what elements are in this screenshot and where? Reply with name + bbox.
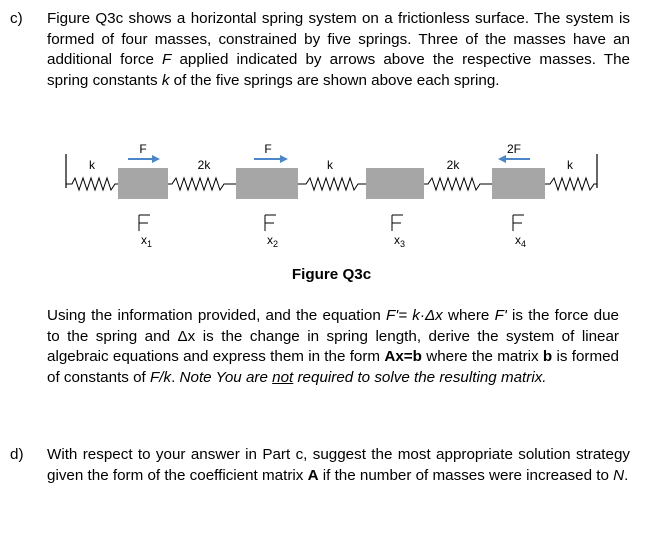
spring-5 [545,178,597,190]
instr-text-2: where [442,307,495,324]
question-c-text-2: applied indicated by arrows above the respective masses. The spring constants [47,51,630,89]
question-c-label: c) [10,10,23,27]
matrix-a: A [307,466,319,484]
spring-3 [298,178,366,190]
figure-caption: Figure Q3c [291,266,372,283]
question-d [10,445,630,486]
spring-label-5: k [567,158,573,172]
mass-3 [366,168,424,199]
question-c-text-1: Figure Q3c shows a horizontal spring system on a frictionless surface. The system is formed of four masses, constrained by five springs. Three of the masses have an additional force [47,10,630,68]
force-label-1: F [139,142,147,156]
instr-text-6: . [171,368,180,386]
displacement-marker-3 [392,215,405,249]
svg-text:x3 [394,233,405,249]
question-c-text [47,9,630,91]
mass-4 [492,168,545,199]
svg-text:x1 [141,233,152,249]
force-variable: F [162,51,172,68]
question-d-text [47,445,630,486]
spring-4 [424,178,492,190]
question-d-text-2: if the number of masses were increased to [318,466,614,484]
n-variable: N [613,466,625,484]
question-d-label: d) [10,446,24,463]
instr-text-3: is the force due to the spring and Δx is the change in spring length, derive the system of linear algebraic equations and express them in the form [47,307,619,365]
force-label-2: F [264,142,272,156]
instr-text-5: is formed of constants of [47,348,619,386]
spring-1 [66,178,118,190]
displacement-label-3: x [394,233,400,247]
f-over-k: F/k [150,368,172,386]
displacement-sub-1: 1 [147,239,153,249]
displacement-marker-2 [265,215,278,249]
matrix-form: Ax=b [384,348,422,365]
spring-mass-diagram [0,138,663,262]
spring-label-4: 2k [446,158,460,172]
matrix-b: b [542,348,553,365]
displacement-sub-4: 4 [521,239,527,249]
note-text-2: required to solve the resulting matrix. [293,368,547,386]
displacement-label-1: x [141,233,147,247]
question-c-instructions [47,306,619,388]
svg-text:x4 [515,233,526,249]
spring-label-1: k [89,158,95,172]
spring-constant-variable: k [161,71,170,89]
spring-label-2: 2k [197,158,211,172]
mass-1 [118,168,168,199]
displacement-label-4: x [515,233,521,247]
force-prime-variable: F' [494,307,507,324]
spring-2 [168,178,236,190]
spring-equation: F'= k·Δx [386,307,443,324]
question-c [10,9,630,91]
instr-text-1: Using the information provided, and the equation [47,307,387,324]
question-d-text-1: With respect to your answer in Part c, suggest the most appropriate solution strategy given the form of the coefficient matrix [47,446,630,484]
spring-label-3: k [327,158,333,172]
displacement-sub-2: 2 [273,239,279,249]
displacement-marker-4 [513,215,526,249]
question-d-text-3: . [624,466,629,484]
displacement-marker-1 [139,215,152,249]
instr-text-4: where the matrix [421,348,543,365]
svg-text:x2 [267,233,278,249]
mass-2 [236,168,298,199]
note-not: not [272,368,294,386]
question-c-text-3: of the five springs are shown above each spring. [169,71,500,89]
force-label-3: 2F [506,142,522,156]
note-text: Note You are [179,368,273,386]
displacement-label-2: x [267,233,273,247]
displacement-sub-3: 3 [400,239,406,249]
